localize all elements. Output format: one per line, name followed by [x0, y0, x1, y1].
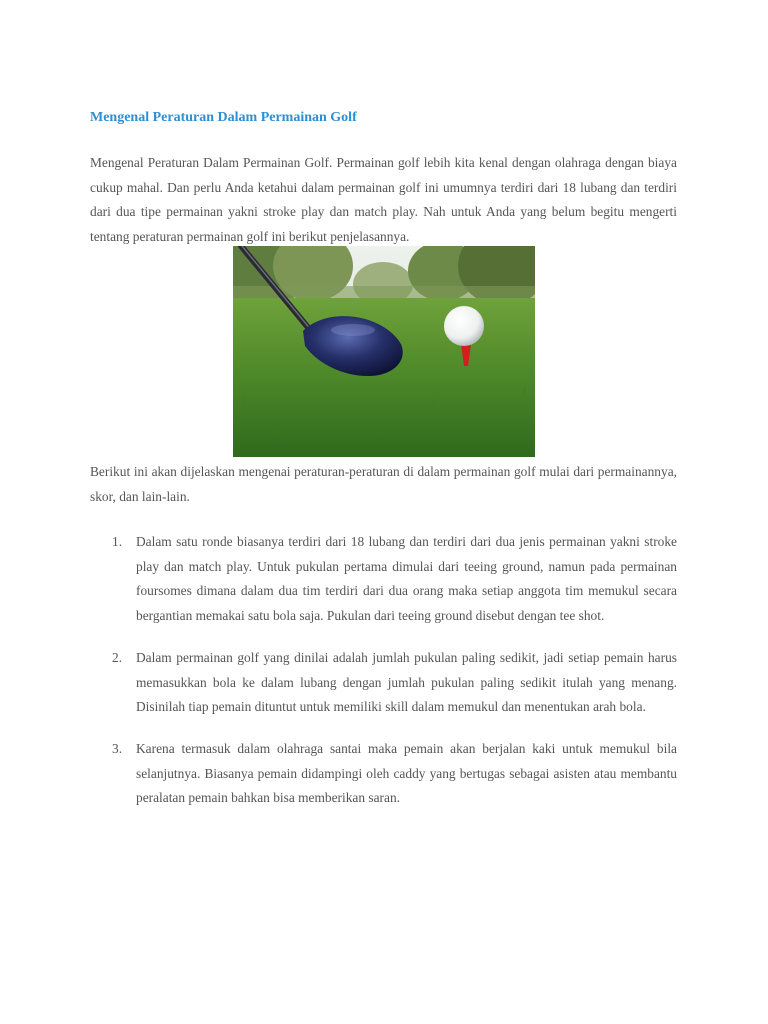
list-item-text: Dalam satu ronde biasanya terdiri dari 18 lubang dan terdiri dari dua jenis permainan yakni stroke play dan match play. Untuk pukulan pertama dimulai dari teeing ground, namun pada permainan foursomes dimana dalam dua tim terdiri dari dua orang maka setiap anggota tim memukul secara bergantian memakai satu bola saja. Pukulan dari teeing ground disebut dengan tee shot.: [136, 534, 677, 624]
list-item: [90, 530, 677, 629]
intro-paragraph: Mengenal Peraturan Dalam Permainan Golf. Permainan golf lebih kita kenal dengan olahraga dengan biaya cukup mahal. Dan perlu Anda ketahui dalam permainan golf ini umumnya terdiri dari 18 lubang dan terdiri dari dua tipe permainan yakni stroke play dan match play. Nah untuk Anda yang belum begitu mengerti tentang peraturan permainan golf ini berikut penjelasannya.: [90, 155, 677, 245]
list-item: [90, 737, 677, 811]
golf-photo: [233, 246, 535, 457]
list-item: [90, 646, 677, 720]
list-item-number: 3.: [112, 740, 123, 756]
after-image-paragraph: Berikut ini akan dijelaskan mengenai peraturan-peraturan di dalam permainan golf mulai dari permainannya, skor, dan lain-lain.: [90, 464, 677, 504]
rules-list: [90, 530, 677, 828]
list-item-number: 1.: [112, 534, 123, 549]
list-item-text: Dalam permainan golf yang dinilai adalah jumlah pukulan paling sedikit, jadi setiap pemain harus memasukkan bola ke dalam lubang dengan jumlah pukulan paling sedikit itulah yang menang. Disinilah tiap pemain dituntut untuk memiliki skill dalam memukul dan menentukan arah bola.: [136, 649, 677, 715]
list-item-number: 2.: [112, 649, 123, 665]
document-title: Mengenal Peraturan Dalam Permainan Golf: [90, 110, 357, 125]
list-item-text: Karena termasuk dalam olahraga santai maka pemain akan berjalan kaki untuk memukul bila selanjutnya. Biasanya pemain didampingi oleh caddy yang bertugas sebagai asisten atau membantu peralatan pemain bahkan bisa memberikan saran.: [136, 740, 677, 806]
